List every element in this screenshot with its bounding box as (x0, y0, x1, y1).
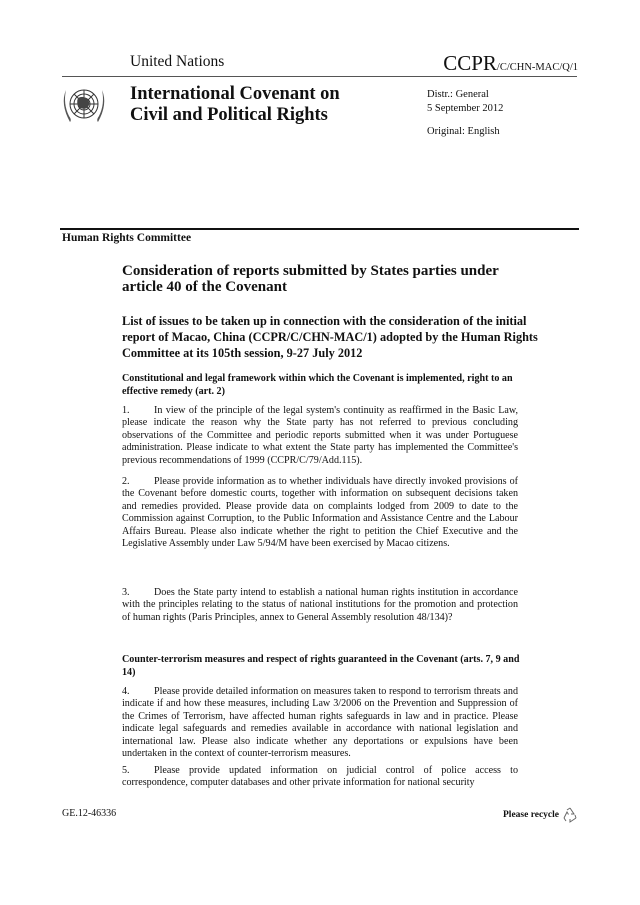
paragraph (122, 765, 518, 790)
paragraph-text: Please provide updated information on judicial control of police access to correspondence, computer databases and other private information for national security (122, 765, 518, 789)
document-symbol (443, 51, 578, 76)
recycle-icon (561, 806, 579, 824)
committee-name: Human Rights Committee (62, 232, 192, 244)
paragraph-number: 1. (122, 405, 130, 416)
paragraph-text: In view of the principle of the legal system's continuity as reaffirmed in the Basic Law, please indicate the reason why the State party has not referred to previous concluding observations of the Committee and periodic reports submitted when it was under Portuguese administration. Please indicate to what extent the State party has implemented the Committee's previous recommendations of 1999 (CCPR/C/79/Add.115). (122, 405, 518, 466)
paragraph-number: 5. (122, 765, 130, 776)
section-rule (60, 228, 579, 230)
paragraph-text: Does the State party intend to establish a national human rights institution in accordance with the principles relating to the status of national institutions for the promotion and protection of human rights (Paris Principles, annex to General Assembly resolution 48/134)? (122, 587, 518, 623)
symbol-main: CCPR (443, 51, 497, 75)
organization-name: United Nations (130, 53, 225, 70)
treaty-title (130, 84, 400, 126)
paragraph-number: 4. (122, 686, 130, 697)
job-number: GE.12-46336 (62, 808, 117, 819)
paragraph-number: 3. (122, 587, 130, 598)
distribution-block (427, 88, 503, 116)
paragraph-text: Please provide information as to whether individuals have directly invoked provisions of the Covenant before domestic courts, together with information on subsequent decisions taken and remedies provided. Please provide data on complaints lodged from 2009 to date to the Commission against Corruption, to the Public Information and Assistance Centre and the Labour Affairs Bureau. Please also indicate whether the right to petition the Chief Executive and the Legislative Assembly under Law 5/94/M have been exercised by Macao citizens. (122, 476, 518, 550)
section-title: Counter-terrorism measures and respect of rights guaranteed in the Covenant (arts. 7, 9 and 14) (122, 654, 520, 678)
paragraph (122, 476, 518, 550)
recycle-notice (503, 806, 579, 824)
un-emblem-icon (58, 82, 110, 128)
distribution: Distr.: General (427, 89, 489, 100)
sub-heading: List of issues to be taken up in connection with the consideration of the initial report of Macao, China (CCPR/C/CHN-MAC/1) adopted by the Human Rights Committee at its 105th session, 9-27 July 2012 (122, 314, 538, 360)
header-rule (62, 76, 577, 77)
paragraph (122, 686, 518, 760)
paragraph-number: 2. (122, 476, 130, 487)
paragraph-text: Please provide detailed information on measures taken to respond to terrorism threats and indicate if and how these measures, including Law 3/2006 on the Prevention and Suppression of the Crimes of Terrorism, have affected human rights safeguards in law and in practice. Please indicate legal safeguards and remedies available in accordance with national legislation and international law. Please also indicate whether any deportations or expulsions have been undertaken in the context of counter-terrorism measures. (122, 686, 518, 760)
paragraph (122, 587, 518, 624)
main-heading: Consideration of reports submitted by States parties under article 40 of the Covenant (122, 263, 499, 295)
original-language: Original: English (427, 126, 500, 137)
paragraph (122, 405, 518, 467)
treaty-title-line2: Civil and Political Rights (130, 105, 328, 125)
treaty-title-line1: International Covenant on (130, 84, 340, 104)
symbol-suffix: /C/CHN-MAC/Q/1 (496, 62, 578, 73)
document-date: 5 September 2012 (427, 103, 504, 114)
section-title: Constitutional and legal framework within which the Covenant is implemented, right to an effective remedy (art. 2) (122, 373, 513, 397)
recycle-text: Please recycle (503, 810, 559, 820)
